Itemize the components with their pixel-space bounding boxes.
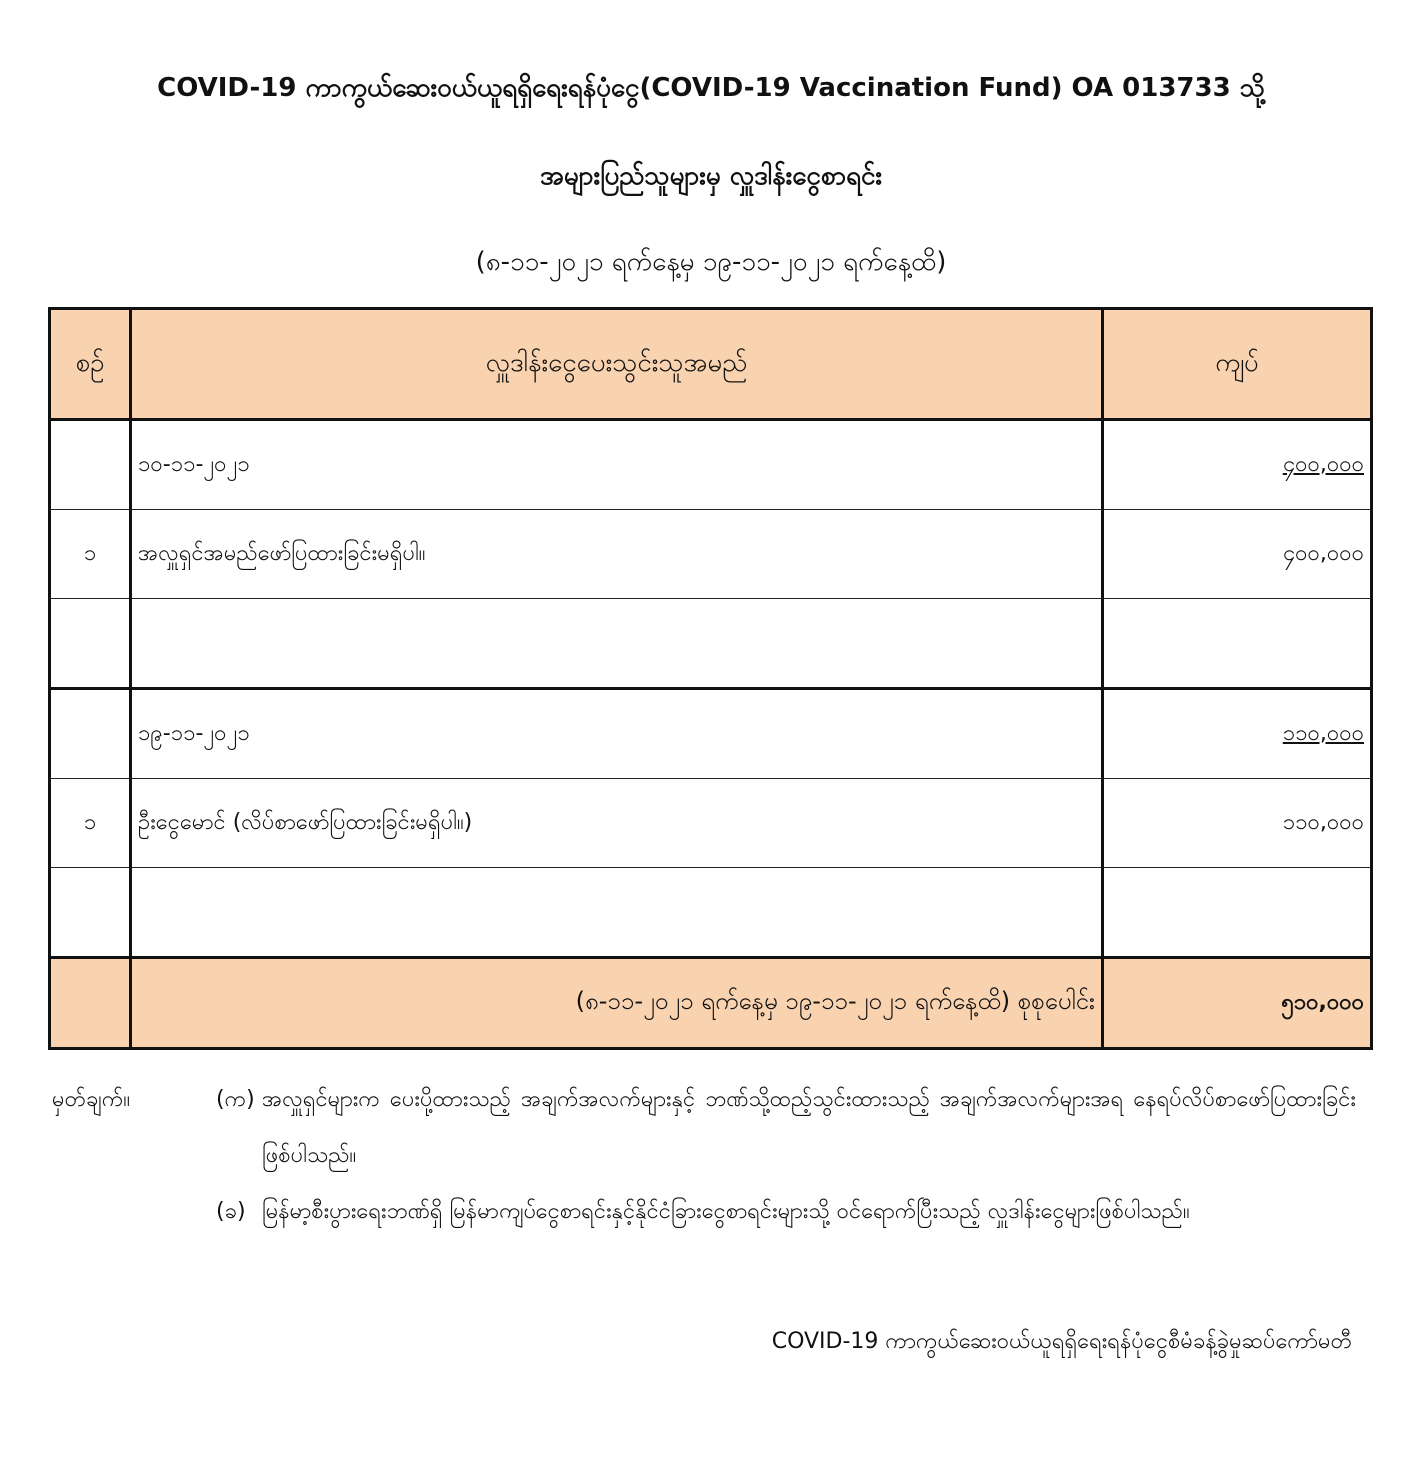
empty-cell [50, 420, 131, 510]
note-text: အလှူရှင်များက ပေးပို့ထားသည့် အချက်အလက်များနှင့် ဘဏ်သို့ထည့်သွင်းထားသည့် အချက်အလက်များအရ နေရပ်လိပ်စာဖော်ပြထားခြင်းဖြစ်ပါသည်။ [262, 1087, 1356, 1168]
note-marker: (ခ) [216, 1199, 246, 1224]
empty-cell [1103, 868, 1372, 958]
empty-cell [131, 599, 1103, 689]
donor-name: ဦးငွေမောင် (လိပ်စာဖော်ပြထားခြင်းမရှိပါ။) [131, 779, 1103, 868]
total-label: (၈-၁၁-၂၀၂၁ ရက်နေ့မှ ၁၉-၁၁-၂၀၂၁ ရက်နေ့ထိ) စုစုပေါင်း [131, 958, 1103, 1049]
donation-amount: ၁၁၀,၀၀၀ [1103, 779, 1372, 868]
blank-row [50, 599, 1372, 689]
committee-signature: COVID-19 ကာကွယ်ဆေးဝယ်ယူရရှိရေးရန်ပုံငွေစီမံခန့်ခွဲမှုဆပ်ကော်မတီ [771, 1329, 1352, 1354]
empty-cell [50, 868, 131, 958]
table-row [50, 779, 1372, 868]
row-no: ၁ [50, 779, 131, 868]
date-range: (၈-၁၁-၂၀၂၁ ရက်နေ့မှ ၁၉-၁၁-၂၀၂၁ ရက်နေ့ထိ) [475, 247, 947, 277]
page-subtitle: အများပြည်သူများမှ လှူဒါန်းငွေစာရင်း [539, 161, 883, 191]
total-row [50, 958, 1372, 1049]
note-marker: (က) [216, 1087, 255, 1112]
date-cell: ၁၀-၁၁-၂၀၂၁ [131, 420, 1103, 510]
date-cell: ၁၉-၁၁-၂၀၂၁ [131, 689, 1103, 779]
table-row [50, 510, 1372, 599]
subtotal-cell [1103, 420, 1372, 510]
date-row [50, 420, 1372, 510]
empty-cell [131, 868, 1103, 958]
empty-cell [1103, 599, 1372, 689]
header-no: စဉ် [50, 309, 131, 420]
subtotal-value: ၁၁၀,၀၀၀ [1282, 720, 1364, 746]
note-text: မြန်မာ့စီးပွားရေးဘဏ်ရှိ မြန်မာကျပ်ငွေစာရင်းနှင့်နိုင်ငံခြားငွေစာရင်းများသို့ ဝင်ရောက်ပြီးသည့် လှူဒါန်းငွေများဖြစ်ပါသည်။ [262, 1199, 1190, 1224]
date-row [50, 689, 1372, 779]
subtotal-value: ၄၀၀,၀၀၀ [1282, 451, 1364, 477]
page-title: COVID-19 ကာကွယ်ဆေးဝယ်ယူရရှိရေးရန်ပုံငွေ(COVID-19 Vaccination Fund) OA 013733 သို့ [157, 73, 1265, 103]
donation-table [48, 307, 1373, 1050]
total-amount: ၅၁၀,၀၀၀ [1103, 958, 1372, 1049]
notes-heading: မှတ်ချက်။ [52, 1087, 131, 1112]
table-header-row [50, 309, 1372, 420]
subtotal-cell [1103, 689, 1372, 779]
header-donor: လှူဒါန်းငွေပေးသွင်းသူအမည် [131, 309, 1103, 420]
header-amount: ကျပ် [1103, 309, 1372, 420]
empty-cell [50, 599, 131, 689]
donor-name: အလှူရှင်အမည်ဖော်ပြထားခြင်းမရှိပါ။ [131, 510, 1103, 599]
empty-cell [50, 958, 131, 1049]
empty-cell [50, 689, 131, 779]
donation-amount: ၄၀၀,၀၀၀ [1103, 510, 1372, 599]
row-no: ၁ [50, 510, 131, 599]
blank-row [50, 868, 1372, 958]
